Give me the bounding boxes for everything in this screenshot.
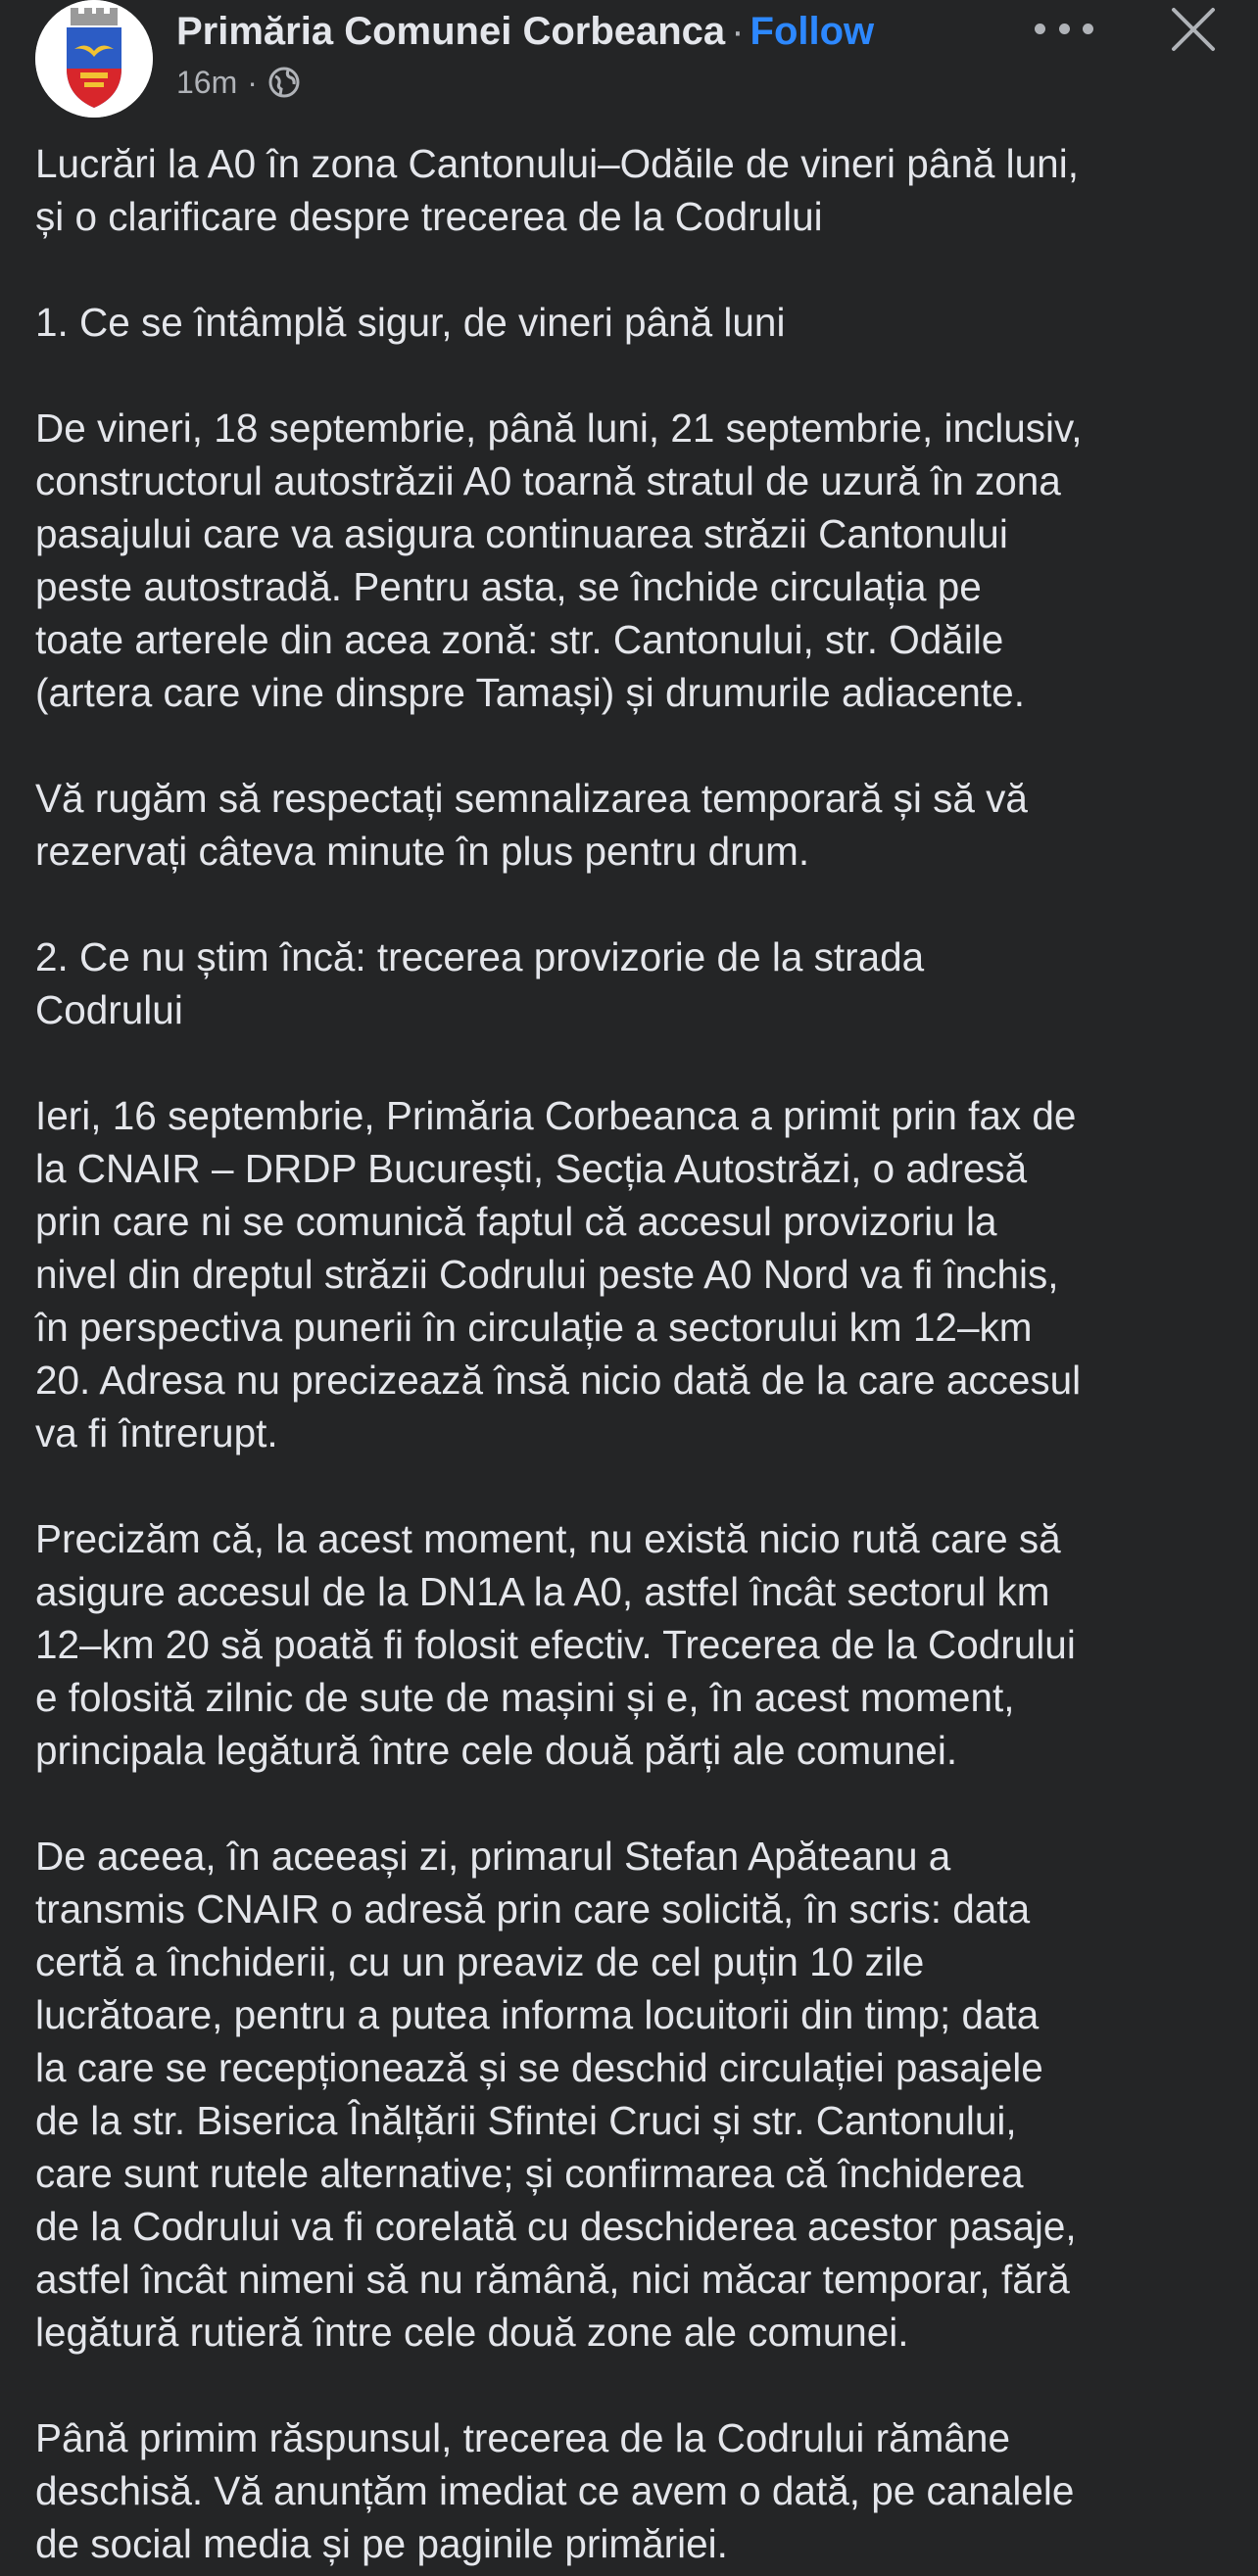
close-icon[interactable]	[1166, 2, 1221, 57]
page-name-line	[176, 8, 874, 55]
name-separator: ·	[731, 10, 745, 53]
post-paragraph: De aceea, în aceeași zi, primarul Stefan Apăteanu a transmis CNAIR o adresă prin care solicită, în scris: data certă a închiderii, cu un preaviz de cel puțin 10 zile lucrătoare, pentru a putea informa locuitorii din timp; data la care se recepționează și se deschid circulației pasajele de la str. Biserica Înălțării Sfintei Cruci și str. Cantonului, care sunt rutele alternative; și confirmarea că închiderea de la Codrului va fi corelată cu deschiderea acestor pasaje, astfel încât nimeni să nu rămână, nici măcar temporar, fără legătură rutieră între cele două zone ale comunei.	[35, 1834, 1077, 2355]
follow-button[interactable]: Follow	[750, 10, 875, 53]
post-paragraph: Ieri, 16 septembrie, Primăria Corbeanca a primit prin fax de la CNAIR – DRDP București, Secția Autostrăzi, o adresă prin care ni se comunică faptul că accesul provizoriu la nivel din dreptul străzii Codrului peste A0 Nord va fi închis, în perspectiva punerii în circulație a sectorului km 12–km 20. Adresa nu precizează însă nicio dată de la care accesul va fi întrerupt.	[35, 1093, 1082, 1455]
post-paragraph: Precizăm că, la acest moment, nu există nicio rută care să asigure accesul de la DN1A la A0, astfel încât sectorul km 12–km 20 să poată fi folosit efectiv. Trecerea de la Codrului e folosită zilnic de sute de mașini și e, în acest moment, principala legătură între cele două părți ale comunei.	[35, 1516, 1076, 1773]
post-title: Lucrări la A0 în zona Cantonului–Odăile de vineri până luni, și o clarificare despre trecerea de la Codrului	[35, 141, 1079, 239]
post-header	[0, 0, 1258, 127]
post-timestamp[interactable]: 16m	[176, 65, 238, 100]
post-paragraph: De vineri, 18 septembrie, până luni, 21 septembrie, inclusiv, constructorul autostrăzii A0 toarnă stratul de uzură în zona pasajului care va asigura continuarea străzii Cantonului peste autostradă. Pentru asta, se închide circulația pe toate arterele din acea zonă: str. Cantonului, str. Odăile (artera care vine dinspre Tamași) și drumurile adiacente.	[35, 405, 1083, 715]
post-text	[35, 137, 1231, 2570]
more-options-icon[interactable]	[1035, 14, 1093, 43]
page-avatar[interactable]	[35, 0, 153, 118]
globe-icon[interactable]	[267, 66, 301, 99]
meta-separator: ·	[247, 65, 258, 100]
post-paragraph: Până primim răspunsul, trecerea de la Codrului rămâne deschisă. Vă anunțăm imediat ce avem o dată, pe canalele de social media și pe paginile primăriei.	[35, 2415, 1075, 2566]
page-name[interactable]: Primăria Comunei Corbeanca	[176, 10, 726, 53]
post-meta	[176, 63, 301, 102]
section-heading-1: 1. Ce se întâmplă sigur, de vineri până luni	[35, 300, 786, 345]
section-heading-2: 2. Ce nu știm încă: trecerea provizorie de la strada Codrului	[35, 934, 925, 1032]
post-paragraph: Vă rugăm să respectați semnalizarea temporară și să vă rezervați câteva minute în plus pentru drum.	[35, 776, 1028, 874]
